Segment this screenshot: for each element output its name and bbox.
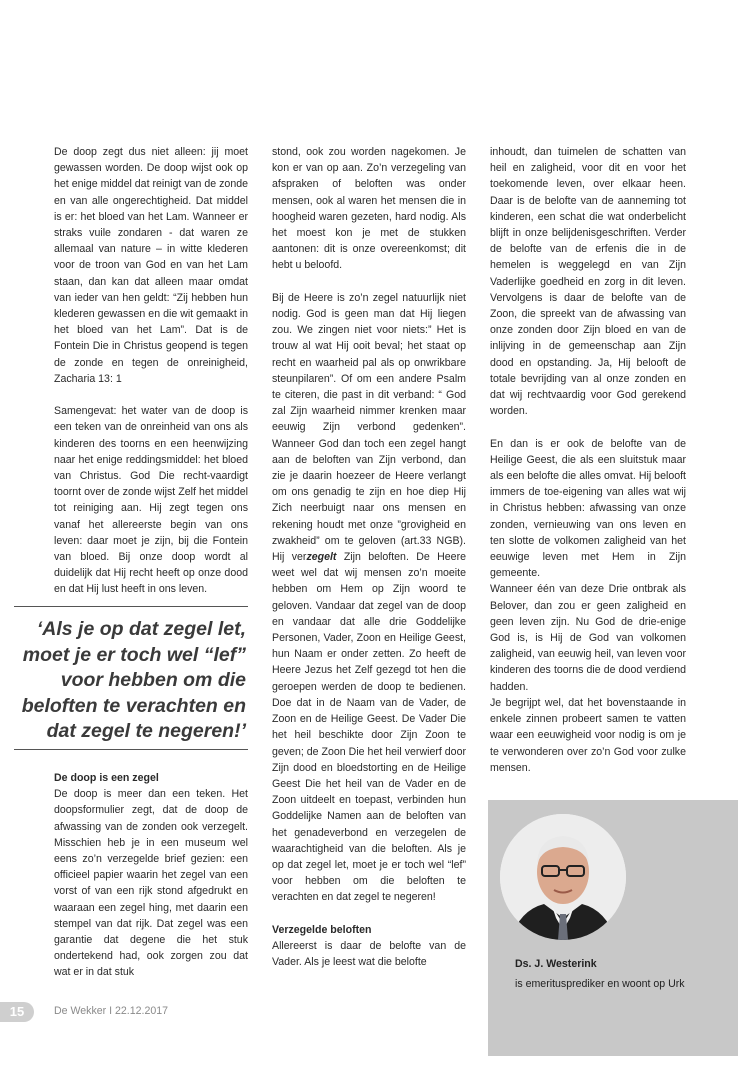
paragraph: inhoudt, dan tuimelen de schatten van heil en zaligheid, voor dit en voor het toekomende leven, over elkaar heen. Daar is de belofte van de aanneming tot kinderen, een schat die wat onderbelicht blijft in onze belijdenisgeschriften. Verder de belofte van de erfenis die in de hemelen is weggelegd en van Zijn Vaderlijke goedheid en zorg in dit leven. Vervolgens is daar de belofte van de Zoon, die spreekt van de afwassing van onze zonden door Zijn bloed en van de inlijving in de gemeenschap aan Zijn dood en opstanding. Ja, Hij belooft de totale bevrijding van al onze zonden en dat wij rechtvaardig voor God gerekend worden. <box>490 146 686 418</box>
column-2 <box>272 144 466 970</box>
page-number: 15 <box>0 1002 34 1022</box>
author-panel <box>488 800 738 1056</box>
paragraph: Samengevat: het water van de doop is een teken van de onreinheid van ons als kinderen des toorns en een heenwijzing naar het enige reddingsmiddel: het bloed van Christus. God Die recht-vaardigt toornt over de zonde wijst Zelf het middel tot reiniging aan. Hij zegt tegen ons vanaf het allereerste begin van ons leven: daar moet je zijn, bij die Fontein van bloed. Bij onze doop wordt al duidelijk dat Hij recht heeft op onze dood en dat Hij lust heeft in ons leven. <box>54 405 248 596</box>
column-1-lower <box>54 770 248 981</box>
emphasis: zegelt <box>306 551 337 564</box>
column-3 <box>490 144 686 776</box>
author-name: Ds. J. Westerink <box>515 958 597 970</box>
subheading: De doop is een zegel <box>54 772 159 784</box>
author-description: is emeritusprediker en woont op Urk <box>515 978 685 990</box>
subheading: Verzegelde beloften <box>272 923 372 936</box>
portrait-image <box>500 814 626 940</box>
paragraph: stond, ook zou worden nagekomen. Je kon er van op aan. Zo’n verzegeling van afspraken of beloften was onder mensen, ook al waren het mensen die in hoogheid waren gezeten, hard nodig. Als het moest kon je met de stukken aantonen: dit is onze overeenkomst; dit hebt u beloofd. <box>272 146 466 272</box>
pull-quote <box>14 606 248 750</box>
paragraph-part: Bij de Heere is zo’n zegel natuurlijk niet nodig. God is geen man dat Hij liegen zou. We zingen niet voor niets:” Het is trouw al wat Hij ooit beval; het staat op recht en waarheid pal als op onwrikbare steunpilaren”. Of om een andere Psalm te citeren, die past in dit verband: “ God zal Zijn waarheid nimmer krenken maar eeuwig Zijn verbond gedenken”. Wanneer God dan toch een zegel hangt aan de beloften van Zijn verbond, dan zie je daarin hoezeer de Heere verlangt om ons genadig te zijn en hoe diep Hij Zich neerbuigt naar ons mensen en rekening houdt met onze ”grovigheid en zwakheid” om te geloven (art.33 NGB). Hij ver <box>272 291 466 564</box>
pull-quote-text: ‘Als je op dat zegel let, moet je er toch wel “lef” voor hebben om die beloften te verachten en dat zegel te negeren!’ <box>21 618 246 742</box>
paragraph-part: Zijn beloften. De Heere weet wel dat wij mensen zo’n moeite hebben om Hem op Zijn woord te geloven. Vandaar dat zegel van de doop en vandaar dat alle drie Goddelijke Personen, Vader, Zoon en Heilige Geest, hun Naam er onder zetten. Zo heeft de Heere Jezus het Zelf gezegd tot hen die geroepen werden de doop te bedienen. Doe dat in de Naam van de Vader, de Zoon en de Heilige Geest. De Vader Die het heil beschikte door Zijn Zoon te geven; de Zoon Die het heil verwierf door Zijn dood en bloedstorting en de Heilige Geest Die het heil van de Vader en de Zoon uitdeelt en toepast, verbinden hun Goddelijke Namen aan de beloften van het genadeverbond en verzegelen de waarachtigheid van die beloften. Als je op dat zegel let, moet je er toch wel “lef” voor hebben om die beloften te verachten en dat zegel te negeren! <box>272 551 466 904</box>
column-1 <box>54 144 248 598</box>
paragraph: De doop is meer dan een teken. Het doopsformulier zegt, dat de doop de afwassing van de zonden ook verzegelt. Misschien heb je in een museum wel eens zo’n verzegelde brief gezien: een officieel papier waarin het zegel van een vorst of van een rijk stond afgedrukt en waaraan een zegel hing, met daarin een stempel van dat rijk. Dat zegel was een garantie dat degene die het stuk ondertekend had, ook zorgen zou dat wat er in dat stuk <box>54 788 248 979</box>
paragraph: Allereerst is daar de belofte van de Vader. Als je leest wat die belofte <box>272 939 466 969</box>
paragraph: De doop zegt dus niet alleen: jij moet gewassen worden. De doop wijst ook op het enige middel dat reinigt van de zonde en van alle ongerechtigheid. Dat middel is er: het bloed van het Lam. Wanneer er straks vuile zondaren - dat waren ze allemaal van nature – in witte klederen voor de troon van God en van het Lam staan, dan kan dat alleen maar omdat van ieder van hen geldt: “Zij hebben hun klederen gewassen en die wit gemaakt in het bloed van het Lam”. Dat is de Fontein Die in Christus geopend is tegen de zonde en tegen de onreinigheid, Zacharia 13: 1 <box>54 146 248 385</box>
paragraph: En dan is er ook de belofte van de Heilige Geest, die als een sluitstuk maar als een belofte die alles omvat. Hij belooft immers de toe-eigening van alles wat wij in Christus hebben: afwassing van onze zonden, vernieuwing van ons leven en ten slotte de volkomen zaligheid van het eeuwige leven met Hem in Zijn gemeente. <box>490 437 686 580</box>
author-photo <box>500 814 626 940</box>
paragraph <box>272 290 466 906</box>
paragraph: Je begrijpt wel, dat het bovenstaande in enkele zinnen probeert samen te vatten waar een eeuwigheid voor nodig is om je te verwonderen over zo’n God voor zulke mensen. <box>490 696 686 774</box>
paragraph: Wanneer één van deze Drie ontbrak als Belover, dan zou er geen zaligheid en geen leven zijn. Nu God de drie-enige God is, is Hij de God van volkomen zaligheid, van eeuwig heil, van leven voor kinderen des toorns die de dood verdiend hadden. <box>490 583 686 693</box>
publication-footer: De Wekker I 22.12.2017 <box>54 1005 169 1017</box>
